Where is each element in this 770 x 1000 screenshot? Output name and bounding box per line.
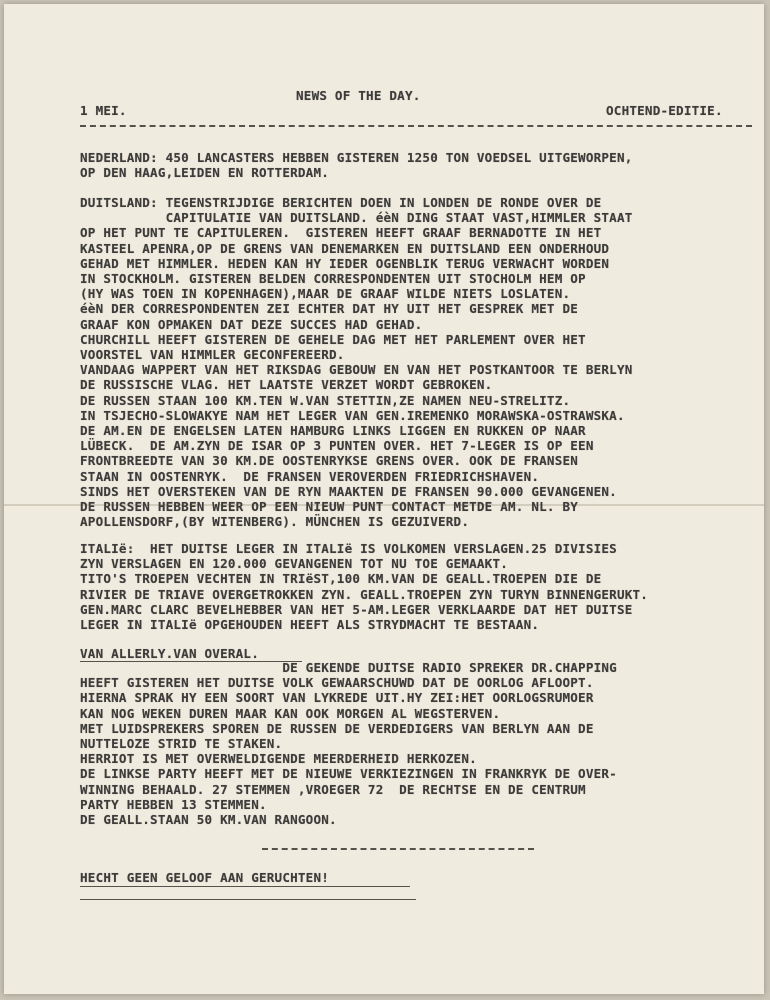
text-line: HEEFT GISTEREN HET DUITSE VOLK GEWAARSCHUWD DAT DE OORLOG AFLOOPT. xyxy=(80,675,594,691)
footer-underline xyxy=(80,886,410,887)
text-line: DE RUSSEN HEBBEN WEER OP EEN NIEUW PUNT CONTACT METDE AM. NL. BY xyxy=(80,499,579,515)
text-line: CHURCHILL HEEFT GISTEREN DE GEHELE DAG MET HET PARLEMENT OVER HET xyxy=(80,331,586,347)
text-line: WINNING BEHAALD. 27 STEMMEN ,VROEGER 72 DE RECHTSE EN DE CENTRUM xyxy=(80,781,586,797)
text-line: PARTY HEBBEN 13 STEMMEN. xyxy=(80,796,267,812)
text-line: GRAAF KON OPMAKEN DAT DEZE SUCCES HAD GEHAD. xyxy=(80,316,423,332)
text-line: DUITSLAND: TEGENSTRIJDIGE BERICHTEN DOEN IN LONDEN DE RONDE OVER DE xyxy=(80,195,602,210)
footer-double-underline xyxy=(80,899,416,900)
header-rule xyxy=(80,125,752,127)
section-duitsland xyxy=(80,195,633,529)
section-overal xyxy=(80,660,617,827)
text-line: OP HET PUNT TE CAPITULEREN. GISTEREN HEEFT GRAAF BERNADOTTE IN HET xyxy=(80,225,602,241)
text-line: KAN NOG WEKEN DUREN MAAR KAN OOK MORGEN AL WEGSTERVEN. xyxy=(80,705,501,721)
text-line: APOLLENSDORF,(BY WITENBERG). MÜNCHEN IS GEZUIVERD. xyxy=(80,514,470,530)
edition-label: OCHTEND-EDITIE. xyxy=(606,103,723,118)
text-line: GEHAD MET HIMMLER. HEDEN KAN HY IEDER OGENBLIK TERUG VERWACHT WORDEN xyxy=(80,255,610,271)
separator-rule xyxy=(262,848,534,850)
text-line: ITALIë: HET DUITSE LEGER IN ITALIë IS VOLKOMEN VERSLAGEN.25 DIVISIES xyxy=(80,541,617,556)
text-line: (HY WAS TOEN IN KOPENHAGEN),MAAR DE GRAAF WILDE NIETS LOSLATEN. xyxy=(80,286,571,302)
text-line: MET LUIDSPREKERS SPOREN DE RUSSEN DE VERDEDIGERS VAN BERLYN AAN DE xyxy=(80,720,594,736)
text-line: RIVIER DE TRIAVE OVERGETROKKEN ZYN. GEALL.TROEPEN ZYN TURYN BINNENGERUKT. xyxy=(80,586,649,602)
text-line: KASTEEL APENRA,OP DE GRENS VAN DENEMARKEN EN DUITSLAND EEN ONDERHOUD xyxy=(80,240,610,256)
text-line: GEN.MARC CLARC BEVELHEBBER VAN HET 5-AM.LEGER VERKLAARDE DAT HET DUITSE xyxy=(80,601,633,617)
document-title: NEWS OF THE DAY. xyxy=(296,88,421,103)
text-line: HIERNA SPRAK HY EEN SOORT VAN LYKREDE UIT.HY ZEI:HET OORLOGSRUMOER xyxy=(80,690,594,706)
text-line: DE RUSSISCHE VLAG. HET LAATSTE VERZET WORDT GEBROKEN. xyxy=(80,377,493,393)
text-line: DE RUSSEN STAAN 100 KM.TEN W.VAN STETTIN,ZE NAMEN NEU-STRELITZ. xyxy=(80,392,571,408)
section-overal-heading: VAN ALLERLY.VAN OVERAL. xyxy=(80,646,259,661)
text-line: DE GEKENDE DUITSE RADIO SPREKER DR.CHAPPING xyxy=(80,660,617,675)
text-line: NUTTELOZE STRID TE STAKEN. xyxy=(80,736,283,752)
text-line: IN TSJECHO-SLOWAKYE NAM HET LEGER VAN GEN.IREMENKO MORAWSKA-OSTRAWSKA. xyxy=(80,407,625,423)
text-line: CAPITULATIE VAN DUITSLAND. éèN DING STAAT VAST,HIMMLER STAAT xyxy=(80,210,633,226)
text-line: éèN DER CORRESPONDENTEN ZEI ECHTER DAT HY UIT HET GESPREK MET DE xyxy=(80,301,579,317)
text-line: ZYN VERSLAGEN EN 120.000 GEVANGENEN TOT NU TOE GEMAAKT. xyxy=(80,556,509,572)
text-line: STAAN IN OOSTENRYK. DE FRANSEN VEROVERDEN FRIEDRICHSHAVEN. xyxy=(80,468,540,484)
text-line: FRONTBREEDTE VAN 30 KM.DE OOSTENRYKSE GRENS OVER. OOK DE FRANSEN xyxy=(80,453,579,469)
document-date: 1 MEI. xyxy=(80,103,127,118)
text-line: SINDS HET OVERSTEKEN VAN DE RYN MAAKTEN DE FRANSEN 90.000 GEVANGENEN. xyxy=(80,483,617,499)
text-line: TITO'S TROEPEN VECHTEN IN TRIëST,100 KM.VAN DE GEALL.TROEPEN DIE DE xyxy=(80,571,602,587)
text-line: LEGER IN ITALIë OPGEHOUDEN HEEFT ALS STRYDMACHT TE BESTAAN. xyxy=(80,617,540,633)
text-line: DE GEALL.STAAN 50 KM.VAN RANGOON. xyxy=(80,812,337,828)
text-line: OP DEN HAAG,LEIDEN EN ROTTERDAM. xyxy=(80,165,330,181)
text-line: HERRIOT IS MET OVERWELDIGENDE MEERDERHEID HERKOZEN. xyxy=(80,751,477,767)
text-line: DE LINKSE PARTY HEEFT MET DE NIEUWE VERKIEZINGEN IN FRANKRYK DE OVER- xyxy=(80,766,617,782)
text-line: LÜBECK. DE AM.ZYN DE ISAR OP 3 PUNTEN OVER. HET 7-LEGER IS OP EEN xyxy=(80,438,594,454)
section-italie xyxy=(80,541,648,632)
text-line: VANDAAG WAPPERT VAN HET RIKSDAG GEBOUW EN VAN HET POSTKANTOOR TE BERLYN xyxy=(80,362,633,378)
section-nederland xyxy=(80,150,633,180)
typed-news-sheet xyxy=(4,4,764,994)
footer-warning: HECHT GEEN GELOOF AAN GERUCHTEN! xyxy=(80,870,330,885)
text-line: VOORSTEL VAN HIMMLER GECONFEREERD. xyxy=(80,347,345,363)
text-line: NEDERLAND: 450 LANCASTERS HEBBEN GISTEREN 1250 TON VOEDSEL UITGEWORPEN, xyxy=(80,150,633,165)
text-line: IN STOCKHOLM. GISTEREN BELDEN CORRESPONDENTEN UIT STOCHOLM HEM OP xyxy=(80,271,586,287)
text-line: DE AM.EN DE ENGELSEN LATEN HAMBURG LINKS LIGGEN EN RUKKEN OP NAAR xyxy=(80,423,586,439)
